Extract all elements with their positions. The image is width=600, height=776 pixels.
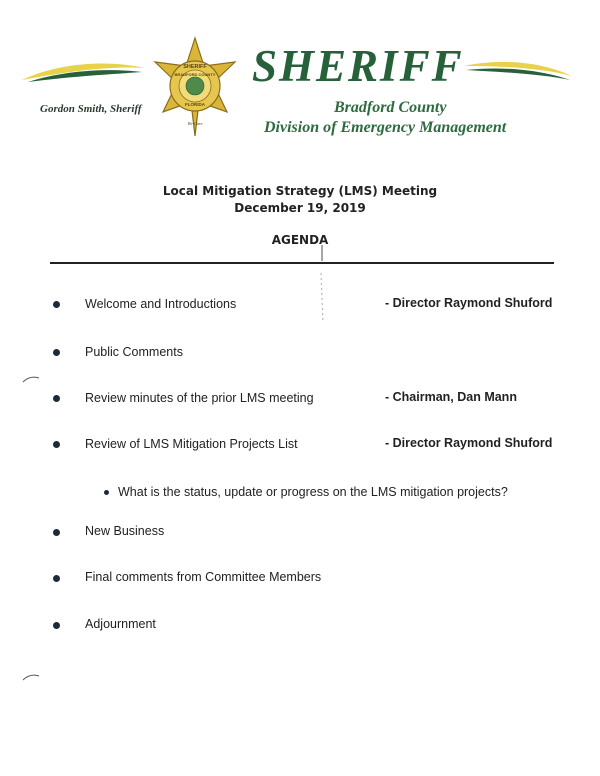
agenda-presenter: - Chairman, Dan Mann <box>385 390 517 404</box>
badge-motto-text: We Care <box>187 121 203 126</box>
agenda-heading: AGENDA <box>271 233 329 247</box>
sub-bullet-icon <box>104 490 109 495</box>
agenda-item: Review minutes of the prior LMS meeting <box>85 391 314 405</box>
scan-artifact <box>22 672 40 682</box>
scan-artifact <box>315 243 329 327</box>
sheriff-name: Gordon Smith, Sheriff <box>40 103 142 115</box>
county-name: Bradford County <box>334 99 447 116</box>
agenda-item: New Business <box>85 524 165 538</box>
agenda-presenter: - Director Raymond Shuford <box>385 436 553 450</box>
meeting-date: December 19, 2019 <box>234 201 366 215</box>
left-swoosh-graphic <box>20 58 145 88</box>
badge-ring-text: BRADFORD COUNTY <box>174 72 216 77</box>
bullet-icon <box>53 301 60 308</box>
agenda-item: Welcome and Introductions <box>85 297 237 311</box>
scan-artifact <box>22 374 40 384</box>
sheriff-title: SHERIFF <box>252 41 464 91</box>
agenda-item: Public Comments <box>85 345 183 359</box>
bullet-icon <box>53 622 60 629</box>
badge-bottom-text: FLORIDA <box>185 102 205 107</box>
agenda-item: Review of LMS Mitigation Projects List <box>85 437 298 451</box>
bullet-icon <box>53 441 60 448</box>
right-swoosh-graphic <box>462 56 574 86</box>
agenda-presenter: - Director Raymond Shuford <box>385 296 553 310</box>
sheriff-badge-logo <box>143 36 247 140</box>
bullet-icon <box>53 395 60 402</box>
meeting-title: Local Mitigation Strategy (LMS) Meeting <box>162 184 438 198</box>
division-name: Division of Emergency Management <box>264 119 507 136</box>
badge-top-text: SHERIFF <box>183 64 207 70</box>
agenda-sub-item: What is the status, update or progress on the LMS mitigation projects? <box>118 485 508 499</box>
bullet-icon <box>53 529 60 536</box>
agenda-item: Adjournment <box>85 617 156 631</box>
bullet-icon <box>53 349 60 356</box>
agenda-item: Final comments from Committee Members <box>85 570 322 584</box>
header-divider <box>50 262 554 264</box>
bullet-icon <box>53 575 60 582</box>
